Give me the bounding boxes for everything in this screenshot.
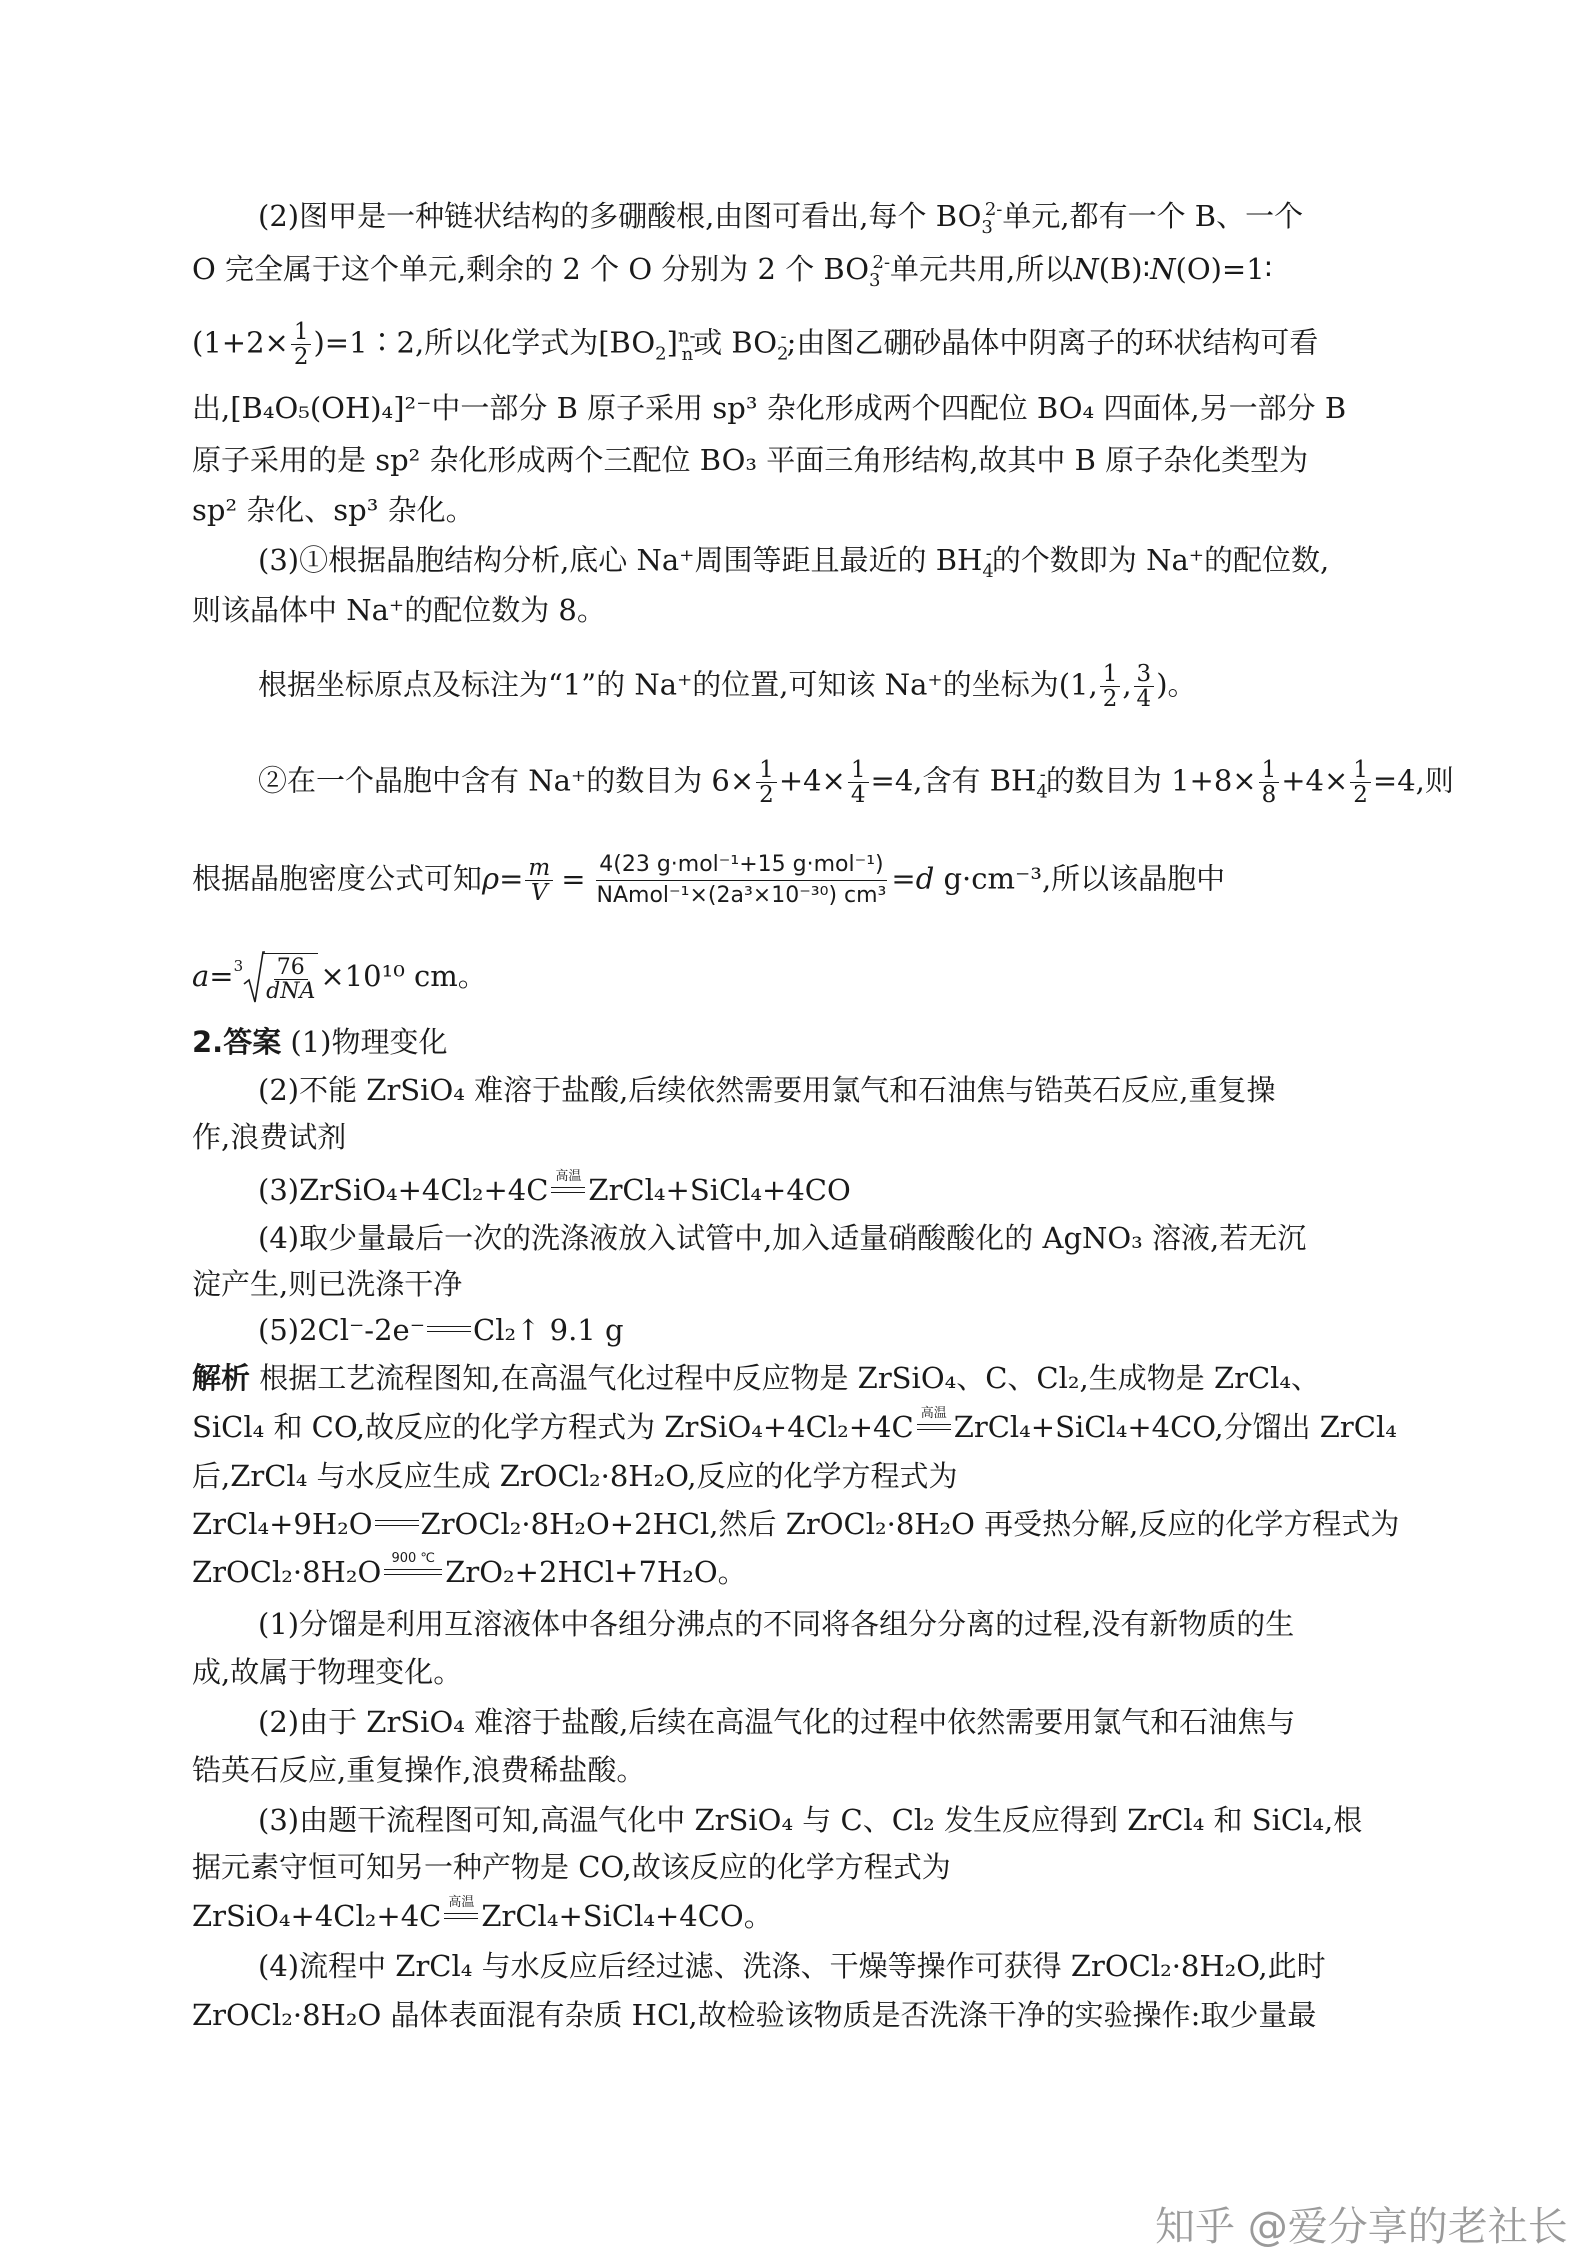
- jx-p4-line-2: ZrOCl₂·8H₂O 晶体表面混有杂质 HCl,故检验该物质是否洗涤干净的实验操作:取少量最: [192, 1998, 1317, 2032]
- text: 的数目为 1+8×: [1045, 763, 1257, 798]
- cube-root: [234, 950, 321, 1006]
- fraction-76-over-dna: [263, 953, 318, 1003]
- jx-line-5: [192, 1552, 1412, 1592]
- reaction-condition: [915, 1406, 953, 1437]
- jx-line-3: 后,ZrCl₄ 与水反应生成 ZrOCl₂·8H₂O,反应的化学方程式为: [192, 1459, 958, 1493]
- text: 或 BO: [693, 325, 778, 360]
- fraction-half: [1100, 662, 1121, 711]
- text: ]: [666, 325, 678, 360]
- text: Cl₂↑ 9.1 g: [473, 1313, 624, 1347]
- numerator: 1: [1259, 758, 1280, 783]
- text: (1+2×: [192, 325, 289, 360]
- text: ②在一个晶胞中含有 Na⁺的数目为 6×: [258, 763, 755, 798]
- text: ×10¹⁰ cm。: [320, 959, 487, 993]
- text: =: [891, 861, 916, 896]
- text: (O)=1∶: [1175, 252, 1273, 286]
- q2-answer-4b: 淀产生,则已洗涤干净: [192, 1267, 463, 1301]
- condition-label: 高温: [555, 1169, 582, 1184]
- p2-line-5: 原子采用的是 sp² 杂化形成两个三配位 BO₃ 平面三角形结构,故其中 B 原子杂化类型为: [192, 443, 1309, 477]
- p3-line-2: 则该晶体中 Na⁺的配位数为 8。: [192, 593, 606, 627]
- text: (2)图甲是一种链状结构的多硼酸根,由图可看出,每个 BO: [258, 199, 982, 233]
- sup: n-: [677, 325, 696, 347]
- q2-answer-1: [192, 1022, 1412, 1062]
- text: ,: [1122, 667, 1132, 702]
- text: =: [209, 959, 234, 993]
- denominator: 4: [1136, 686, 1152, 712]
- jx-p2-line-1: (2)由于 ZrSiO₄ 难溶于盐酸,后续在高温气化的过程中依然需要用氯气和石油焦与: [258, 1705, 1296, 1739]
- reaction-condition: [442, 1895, 480, 1926]
- numerator: 76: [274, 956, 308, 980]
- root-index: 3: [233, 957, 244, 975]
- text: O 完全属于这个单元,剩余的 2 个 O 分别为 2 个 BO: [192, 252, 870, 286]
- fraction-half: [291, 320, 312, 369]
- sup: 2-: [984, 199, 1003, 220]
- jx-p1-line-1: (1)分馏是利用互溶液体中各组分沸点的不同将各组分分离的过程,没有新物质的生: [258, 1607, 1295, 1641]
- numerator: 3: [1134, 662, 1155, 687]
- text: 根据坐标原点及标注为“1”的 Na⁺的位置,可知该 Na⁺的坐标为(1,: [258, 667, 1098, 702]
- text: ZrCl₄+9H₂O: [192, 1507, 373, 1541]
- p2-line-3: [192, 320, 1412, 369]
- p3-line-1: [258, 540, 1478, 580]
- jx-line-4: [192, 1504, 1412, 1544]
- text: )。: [1156, 667, 1197, 702]
- text: =4,则: [1372, 763, 1454, 798]
- text: =: [561, 861, 586, 896]
- condition-label: 高温: [920, 1406, 947, 1421]
- sub: 4: [982, 561, 994, 582]
- condition-label: 高温: [448, 1895, 475, 1910]
- text: )=1∶2,所以化学式为[BO: [313, 325, 656, 360]
- equals-sign: [425, 1320, 473, 1340]
- sub: n: [681, 343, 694, 365]
- denominator: 8: [1261, 782, 1277, 808]
- answer-heading: 2.答案: [192, 1025, 282, 1059]
- equals-sign: [373, 1514, 421, 1534]
- text: (3)ZrSiO₄+4Cl₂+4C: [258, 1173, 549, 1207]
- text: (1)物理变化: [281, 1025, 448, 1059]
- p2-line-4: 出,[B₄O₅(OH)₄]²⁻中一部分 B 原子采用 sp³ 杂化形成两个四配位 BO₄ 四面体,另一部分 B: [192, 391, 1347, 425]
- text: 单元共用,所以: [890, 252, 1074, 286]
- text: ZrCl₄+SiCl₄+4CO。: [481, 1899, 773, 1933]
- q2-answer-3: [258, 1170, 1478, 1210]
- text: ZrSiO₄+4Cl₂+4C: [192, 1899, 442, 1933]
- q2-answer-5: [258, 1310, 1478, 1350]
- fraction-m-over-v: [525, 856, 553, 905]
- text: =: [499, 861, 524, 896]
- text: +4×: [778, 763, 846, 798]
- denominator: dNA: [266, 979, 316, 1004]
- p2-line-1: [258, 196, 1478, 236]
- text: 根据晶胞密度公式可知: [192, 861, 483, 896]
- sup: -: [1039, 763, 1046, 785]
- denominator: 2: [1102, 686, 1118, 712]
- text: ;由图乙硼砂晶体中阴离子的环状结构可看: [786, 325, 1319, 360]
- jx-p2-line-2: 锆英石反应,重复操作,浪费稀盐酸。: [192, 1753, 646, 1787]
- sub: 3: [981, 217, 993, 238]
- sup: -: [985, 543, 992, 564]
- denominator: V: [530, 880, 548, 906]
- var-d: d: [915, 861, 935, 896]
- numerator: 4(23 g·mol⁻¹+15 g·mol⁻¹): [596, 850, 886, 881]
- var-n: N: [1073, 252, 1099, 286]
- text: ZrO₂+2HCl+7H₂O。: [445, 1555, 747, 1589]
- jx-p3-line-1: (3)由题干流程图可知,高温气化中 ZrSiO₄ 与 C、Cl₂ 发生反应得到 ZrCl₄ 和 SiCl₄,根: [258, 1803, 1363, 1837]
- sub: 4: [1036, 781, 1048, 803]
- fraction-three-quarters: [1134, 662, 1155, 711]
- var-a: a: [192, 959, 210, 993]
- text: ZrOCl₂·8H₂O+2HCl,然后 ZrOCl₂·8H₂O 再受热分解,反应的化学方程式为: [420, 1507, 1400, 1541]
- jx-line-2: [192, 1407, 1412, 1447]
- var-n: N: [1150, 252, 1176, 286]
- text: +4×: [1281, 763, 1349, 798]
- jx-p3-line-2: 据元素守恒可知另一种产物是 CO,故该反应的化学方程式为: [192, 1850, 951, 1884]
- denominator: 2: [759, 782, 774, 808]
- fraction-half: [756, 758, 777, 807]
- text: (3)①根据晶胞结构分析,底心 Na⁺周围等距且最近的 BH: [258, 543, 983, 577]
- radical-sign-icon: [243, 950, 265, 1006]
- numerator: 1: [1350, 758, 1371, 783]
- q2-answer-2b: 作,浪费试剂: [192, 1120, 347, 1154]
- p2-line-6: sp² 杂化、sp³ 杂化。: [192, 493, 475, 527]
- text: 单元,都有一个 B、一个: [1002, 199, 1304, 233]
- sub: 2: [777, 343, 789, 365]
- numerator: 1: [848, 758, 869, 783]
- text: SiCl₄ 和 CO,故反应的化学方程式为 ZrSiO₄+4Cl₂+4C: [192, 1410, 914, 1444]
- p3-line-4: [258, 758, 1478, 807]
- jx-p4-line-1: (4)流程中 ZrCl₄ 与水反应后经过滤、洗涤、干燥等操作可获得 ZrOCl₂·8H₂O,此时: [258, 1949, 1326, 1983]
- fraction-eighth: [1259, 758, 1280, 807]
- condition-label: 900 ℃: [391, 1551, 436, 1566]
- text: 的个数即为 Na⁺的配位数,: [991, 543, 1330, 577]
- p3-line-3: [258, 662, 1478, 711]
- jx-p1-line-2: 成,故属于物理变化。: [192, 1655, 463, 1689]
- text: g·cm⁻³,所以该晶胞中: [934, 861, 1226, 896]
- q2-answer-2a: (2)不能 ZrSiO₄ 难溶于盐酸,后续依然需要用氯气和石油焦与锆英石反应,重复操: [258, 1073, 1276, 1107]
- q2-answer-4a: (4)取少量最后一次的洗涤液放入试管中,加入适量硝酸酸化的 AgNO₃ 溶液,若无沉: [258, 1221, 1307, 1255]
- analysis-heading: 解析: [192, 1361, 251, 1395]
- sub: 2: [655, 343, 667, 365]
- denominator: 2: [1353, 782, 1368, 808]
- p3-line-5-density-formula: [192, 850, 1412, 911]
- text: ZrCl₄+SiCl₄+4CO,分馏出 ZrCl₄: [953, 1410, 1397, 1444]
- text: (B)∶: [1098, 252, 1151, 286]
- p2-line-2: [192, 249, 1412, 289]
- jx-p3-line-3: [192, 1896, 1412, 1936]
- fraction-quarter: [848, 758, 869, 807]
- watermark: 知乎 @爱分享的老社长: [1155, 2204, 1568, 2250]
- jx-line-1: [192, 1358, 1412, 1398]
- sup: 2-: [872, 252, 891, 273]
- numerator: 1: [756, 758, 777, 783]
- rho: ρ: [482, 861, 500, 896]
- denominator: 2: [293, 344, 309, 370]
- numerator: m: [525, 856, 553, 881]
- numerator: 1: [1100, 662, 1121, 687]
- sub: 3: [869, 270, 881, 291]
- text: ZrCl₄+SiCl₄+4CO: [588, 1173, 851, 1207]
- denominator: NAmol⁻¹×(2a³×10⁻³⁰) cm³: [596, 883, 887, 908]
- fraction-density: [594, 850, 890, 911]
- fraction-half: [1350, 758, 1371, 807]
- text: ZrOCl₂·8H₂O: [192, 1555, 382, 1589]
- numerator: 1: [291, 320, 312, 345]
- text: (5)2Cl⁻-2e⁻: [258, 1313, 426, 1347]
- sup: -: [780, 325, 787, 347]
- reaction-condition: [549, 1169, 587, 1200]
- reaction-condition: [382, 1551, 444, 1582]
- p3-line-6-cube-root: [192, 950, 1412, 1006]
- text: =4,含有 BH: [870, 763, 1037, 798]
- denominator: 4: [850, 782, 866, 808]
- text: 根据工艺流程图知,在高温气化过程中反应物是 ZrSiO₄、C、Cl₂,生成物是 ZrCl₄、: [250, 1361, 1321, 1395]
